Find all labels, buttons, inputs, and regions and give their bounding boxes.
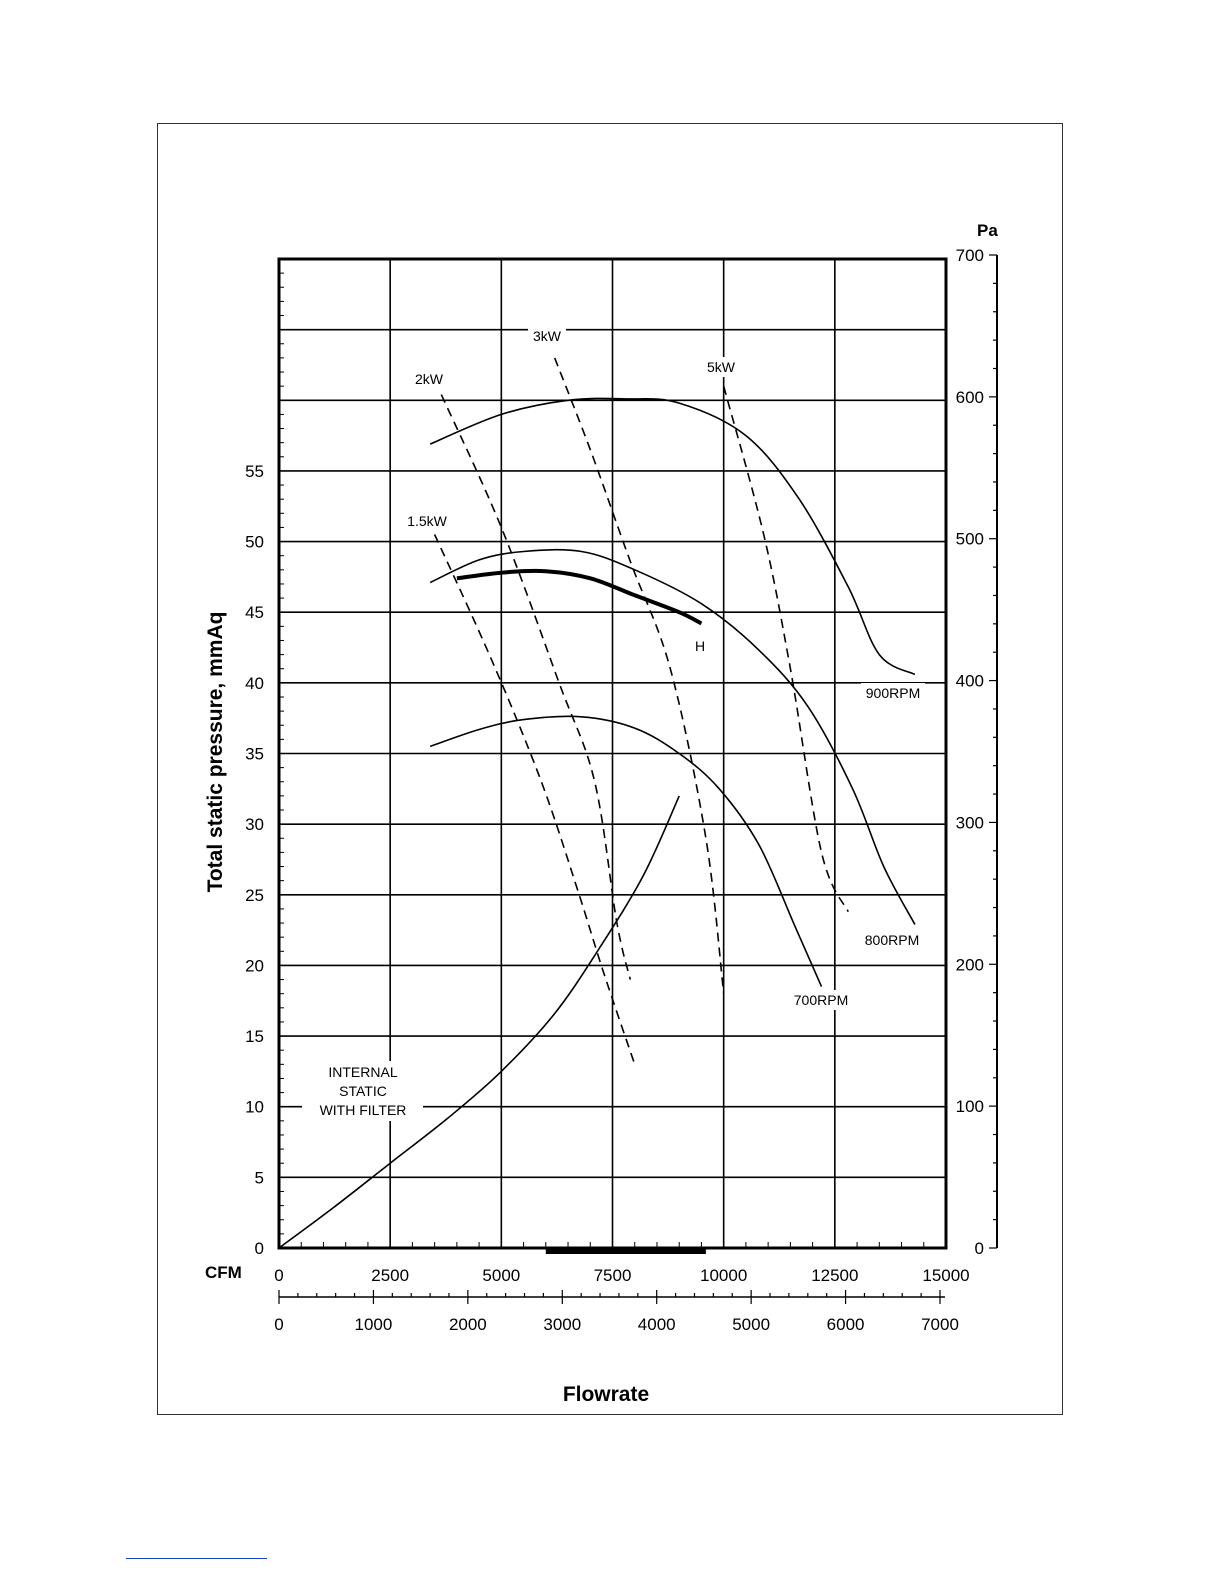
series-h [457, 571, 702, 624]
pa-tick-label: 300 [955, 813, 984, 833]
x-tick-label: 15000 [922, 1266, 970, 1285]
series-label-1-5kw: 1.5kW [407, 513, 447, 529]
series-label-800rpm: 800RPM [864, 932, 920, 948]
y-tick-label: 20 [245, 956, 264, 976]
cfm-tick-label: 7000 [921, 1315, 959, 1334]
y-tick-label: 10 [245, 1097, 264, 1117]
y-tick-label: 50 [245, 532, 264, 552]
y-tick-label: 5 [254, 1168, 264, 1188]
pa-tick-label: 0 [974, 1239, 984, 1258]
internal-static-label-line: INTERNAL [328, 1064, 398, 1080]
x-tick-label: 2500 [371, 1266, 410, 1285]
pa-tick-label: 400 [955, 671, 984, 691]
series-5kw [724, 386, 849, 912]
y-tick-label: 30 [245, 815, 264, 835]
pa-tick-label: 100 [955, 1097, 984, 1117]
pa-tick-label: 200 [955, 955, 984, 975]
pa-tick-label: 500 [955, 529, 984, 549]
y-axis-label: Total static pressure, mmAq [204, 611, 227, 893]
x-tick-label: 5000 [482, 1266, 521, 1285]
series-2kw [441, 395, 630, 980]
y-tick-label: 0 [254, 1239, 264, 1258]
right-axis-unit: Pa [977, 221, 998, 240]
x-tick-label: 0 [274, 1266, 284, 1285]
series-label-900rpm: 900RPM [865, 685, 921, 701]
y-tick-label: 45 [245, 603, 264, 623]
series-900rpm [430, 398, 915, 674]
x-tick-label: 10000 [700, 1266, 748, 1285]
series-label-2kw: 2kW [415, 371, 443, 387]
cfm-tick-label: 4000 [637, 1315, 676, 1334]
series-label-3kw: 3kW [533, 328, 561, 344]
x-axis-label: Flowrate [562, 1383, 650, 1406]
x-tick-label: 12500 [811, 1266, 859, 1285]
cfm-tick-label: 2000 [448, 1315, 487, 1334]
axes [245, 246, 997, 1334]
y-tick-label: 35 [245, 744, 264, 764]
series-label-5kw: 5kW [707, 359, 735, 375]
cfm-tick-label: 5000 [732, 1315, 771, 1334]
series-label-h: H [694, 638, 706, 654]
internal-static-label-line: WITH FILTER [319, 1102, 407, 1118]
y-tick-label: 25 [245, 885, 264, 905]
x-tick-label: 7500 [593, 1266, 632, 1285]
internal-static-label-line: STATIC [339, 1083, 387, 1099]
selection-bar [546, 1247, 706, 1254]
series-label-700rpm: 700RPM [793, 992, 849, 1008]
series-700rpm [430, 716, 821, 986]
series-800rpm [430, 550, 915, 925]
cfm-tick-label: 0 [274, 1315, 284, 1334]
series-internal-static-with-filter [279, 796, 679, 1248]
y-tick-label: 40 [245, 673, 264, 693]
series-1-5kw [435, 535, 635, 1065]
cfm-axis-label: CFM [205, 1263, 242, 1282]
y-tick-label: 15 [245, 1027, 264, 1047]
cfm-tick-label: 1000 [354, 1315, 393, 1334]
pa-tick-label: 600 [955, 387, 984, 407]
pa-tick-label: 700 [955, 246, 984, 265]
cfm-tick-label: 3000 [543, 1315, 582, 1334]
y-tick-label: 55 [245, 461, 264, 481]
cfm-tick-label: 6000 [826, 1315, 865, 1334]
